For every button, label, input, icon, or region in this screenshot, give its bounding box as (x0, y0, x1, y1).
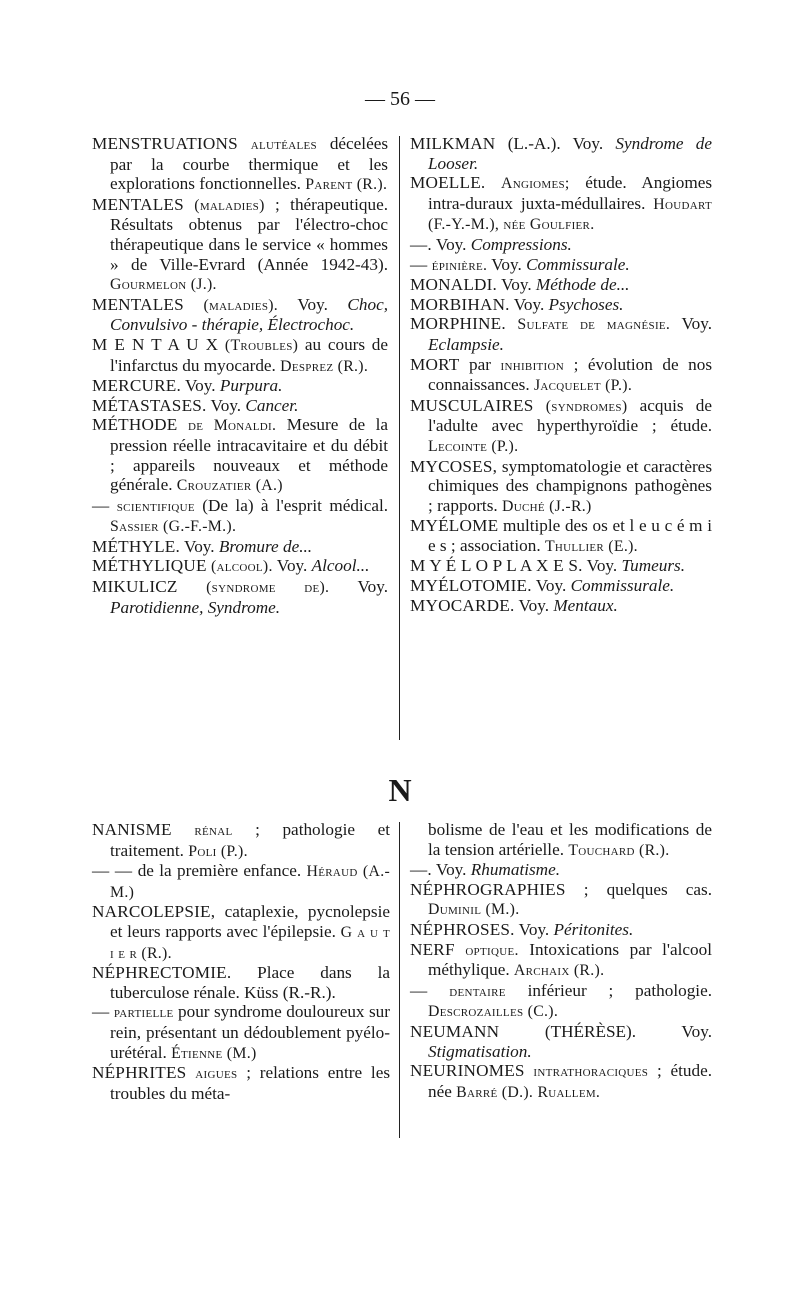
entry-qualifier: optique. (465, 941, 519, 959)
index-entry (92, 902, 390, 963)
entry-text: Voy. (518, 919, 550, 939)
entry-text: Voy. (184, 536, 215, 556)
entry-qualifier: de Monaldi. (187, 417, 277, 435)
entry-author: Parent (R.). (305, 176, 388, 194)
entry-headword: NÉPHROSES. (410, 919, 515, 939)
entry-text: Voy. (184, 376, 216, 396)
entry-text: étude. Angiomes intra-duraux juxta-médullaires. (428, 173, 713, 213)
entry-headword: MENTALES (92, 194, 184, 214)
index-entry (92, 861, 390, 902)
entry-headword: — (92, 1002, 110, 1022)
entry-author: Touchard (R.). (568, 841, 670, 859)
index-entry (410, 134, 712, 173)
index-entry (410, 355, 712, 396)
entry-headword: MYÉLOTOMIE. (410, 576, 532, 596)
entry-crossref: Alcool... (311, 556, 370, 576)
entry-text: Voy. (535, 576, 567, 596)
index-entry (410, 235, 712, 255)
entry-crossref: Commissurale. (526, 254, 630, 274)
entry-author: Houdart (F.-Y.-M.), née Goulfier. (428, 195, 712, 234)
entry-headword: — (92, 495, 110, 515)
entry-headword: NÉPHRITES (92, 1063, 187, 1083)
entry-text: ; relations entre les troubles du méta- (110, 1063, 391, 1103)
entry-headword: MENSTRUATIONS (92, 134, 238, 153)
index-entry (92, 496, 388, 537)
entry-text: symptomatologie et caractères chimiques des champignons pathogènes ; rapports. (428, 456, 713, 515)
entry-headword: NÉPHRECTOMIE. (92, 963, 232, 983)
index-entry (92, 1002, 390, 1063)
entry-text: (THÉRÈSE). Voy. (544, 1021, 712, 1041)
entry-text: Intoxications par l'alcool méthylique. (428, 939, 712, 980)
entry-headword: MYÉLOME (410, 516, 499, 536)
entry-headword: NEUMANN (410, 1021, 500, 1041)
entry-text: bolisme de l'eau et les modifications de la tension artérielle. (428, 820, 712, 859)
index-entry (410, 255, 712, 276)
index-entry (410, 596, 712, 616)
entry-text: Voy. (435, 860, 467, 880)
entry-headword: MÉTHYLE. (92, 536, 180, 556)
entry-headword: MOELLE. (410, 173, 486, 193)
entry-author: Sassier (G.-F.-M.). (110, 518, 237, 536)
index-column-m-right (410, 134, 712, 615)
entry-crossref: Commissurale. (570, 576, 675, 596)
entry-crossref: Compressions. (470, 234, 572, 254)
entry-headword: MENTALES (92, 294, 184, 314)
entry-crossref: Stigmatisation. (428, 1041, 532, 1061)
entry-author: Poli (P.). (188, 842, 248, 860)
entry-text: Voy. (435, 234, 467, 254)
entry-text: Place dans la tuberculose rénale. Küss (R.-R.). (110, 963, 390, 1002)
entry-headword: M Y É L O P L A X E S. (410, 556, 583, 576)
index-entry (410, 880, 712, 920)
entry-headword: MORPHINE. (410, 314, 506, 334)
index-entry (92, 963, 390, 1002)
entry-qualifier: (Troubles) (224, 336, 299, 354)
index-entry (92, 376, 388, 396)
entry-crossref: Eclampsie. (428, 334, 504, 354)
entry-author: Crouzatier (A.) (176, 477, 283, 495)
entry-author: Lecointe (P.). (428, 437, 519, 455)
entry-qualifier: épinière. (431, 256, 488, 274)
index-entry (410, 1022, 712, 1061)
entry-headword: — — (92, 861, 133, 881)
entry-text: Voy. (276, 556, 308, 576)
entry-qualifier: dentaire (449, 982, 506, 1000)
entry-qualifier: (syndromes) (545, 397, 628, 415)
entry-text: (De la) à l'esprit médical. (202, 495, 389, 515)
entry-text: ; thérapeutique. Résultats obtenus par l'électro-choc thérapeutique dans le service « hommes » de Ville-Evrard (Année 1942-43). (110, 194, 388, 274)
entry-headword: —. (410, 234, 432, 254)
index-entry (92, 556, 388, 577)
entry-text: multiple des os et l e u c é m i e s ; association. (428, 516, 712, 555)
entry-text: Voy. (681, 314, 712, 334)
entry-text: Voy. (513, 294, 545, 314)
entry-author: Desprez (R.). (280, 357, 369, 375)
entry-author: Descrozailles (C.). (428, 1003, 559, 1021)
entry-qualifier: (maladies). (203, 296, 279, 314)
entry-text: ; évolution de nos connaissances. (428, 354, 713, 395)
index-entry (92, 577, 388, 617)
entry-headword: MYOCARDE. (410, 595, 515, 615)
entry-crossref: Cancer. (245, 395, 299, 415)
entry-qualifier: Angiomes; (500, 175, 570, 193)
entry-author: Étienne (M.) (171, 1044, 257, 1062)
index-column-m-left (92, 134, 388, 617)
index-entry (92, 415, 388, 495)
entry-qualifier: Sulfate de magnésie. (517, 316, 671, 334)
index-entry (92, 195, 388, 295)
column-divider (399, 136, 400, 740)
entry-text: née (428, 1081, 452, 1101)
entry-text: pour syndrome douloureux sur rein, présentant un dédoublement pyélo-urétéral. (110, 1002, 390, 1062)
entry-qualifier: inhibition (500, 356, 564, 374)
entry-headword: NARCOLEPSIE, (92, 902, 216, 922)
entry-headword: MÉTASTASES. (92, 395, 207, 415)
entry-headword: MÉTHYLIQUE (92, 556, 207, 576)
entry-author: Gourmelon (J.). (110, 276, 217, 294)
entry-headword: M E N T A U X (92, 334, 219, 354)
entry-qualifier: (alcool). (210, 558, 273, 576)
entry-qualifier: intrathoraciques (533, 1063, 649, 1081)
entry-headword: MUSCULAIRES (410, 395, 534, 415)
entry-author: Ruallem. (537, 1083, 601, 1101)
index-entry (92, 537, 388, 557)
entry-crossref: Purpura. (219, 376, 283, 396)
index-entry (410, 1061, 712, 1102)
index-entry (410, 576, 712, 596)
entry-headword: NEURINOMES (410, 1061, 525, 1081)
index-entry (92, 396, 388, 416)
index-entry (410, 940, 712, 981)
entry-text: Voy. (357, 577, 389, 597)
entry-author: Duminil (M.). (428, 901, 520, 919)
index-entry (92, 295, 388, 335)
entry-author: Archaix (R.). (513, 962, 605, 980)
index-entry (410, 820, 712, 860)
entry-qualifier: partielle (113, 1004, 174, 1022)
entry-author: G a u t i e r (R.). (110, 923, 391, 962)
entry-author: Jacquelet (P.). (533, 377, 633, 395)
entry-qualifier: scientifique (116, 497, 195, 515)
entry-crossref: Mentaux. (553, 595, 618, 615)
index-entry (92, 1063, 390, 1103)
entry-headword: MIKULICZ (92, 577, 178, 597)
entry-text: Voy. (297, 294, 328, 314)
entry-headword: MORBIHAN. (410, 294, 510, 314)
entry-crossref: Tumeurs. (621, 556, 685, 576)
index-column-n-right (410, 820, 712, 1102)
entry-qualifier: (syndrome de). (206, 579, 330, 597)
entry-qualifier: aigues (195, 1065, 238, 1083)
page-number: — 56 — (365, 88, 435, 110)
index-entry (92, 134, 388, 195)
entry-headword: MYCOSES, (410, 456, 498, 476)
entry-text: ; étude. (656, 1061, 712, 1081)
entry-crossref: Rhumatisme. (470, 860, 561, 880)
entry-headword: — (410, 980, 428, 1000)
entry-headword: NERF (410, 939, 455, 959)
index-entry (410, 295, 712, 315)
index-entry (92, 335, 388, 376)
entry-author: Duché (J.-R.) (502, 497, 592, 515)
entry-text: Voy. (586, 556, 618, 576)
entry-headword: MONALDI. (410, 275, 498, 295)
entry-headword: MORT (410, 354, 460, 374)
index-entry (410, 457, 712, 517)
entry-author: Héraud (A.-M.) (110, 863, 391, 901)
index-column-n-left (92, 820, 390, 1103)
entry-headword: NÉPHROGRAPHIES (410, 879, 566, 899)
entry-qualifier: rénal (194, 822, 233, 839)
entry-text: Voy. (518, 595, 550, 615)
entry-text: Voy. (491, 254, 522, 274)
index-entry (410, 920, 712, 940)
entry-text: de la première enfance. (137, 861, 302, 881)
index-entry (410, 516, 712, 556)
index-entry (410, 396, 712, 457)
entry-headword: MERCURE. (92, 376, 181, 396)
index-entry (410, 860, 712, 880)
entry-text: au cours de l'infarctus du myocarde. (110, 334, 388, 375)
entry-headword: —. (410, 860, 432, 880)
entry-text: ; quelques cas. (583, 879, 712, 899)
entry-crossref: Méthode de... (535, 275, 630, 295)
index-entry (410, 173, 712, 235)
column-divider (399, 822, 400, 1138)
entry-qualifier: (maladies) (194, 196, 265, 214)
entry-text: Voy. (501, 275, 532, 295)
entry-headword: — (410, 254, 428, 274)
entry-crossref: Syndrome de Looser. (428, 134, 712, 173)
index-entry (410, 556, 712, 576)
entry-text: inférieur ; pathologie. (527, 980, 713, 1000)
entry-text: décelées par la courbe thermique et les explorations fonctionnelles. (110, 134, 389, 194)
entry-crossref: Psychoses. (548, 294, 624, 314)
entry-headword: MÉTHODE (92, 415, 178, 435)
entry-text: Mesure de la pression réelle intracavitaire et du débit ; appareils nouveaux et méthode générale. (110, 415, 389, 495)
entry-crossref: Péritonites. (553, 919, 634, 939)
entry-text: par (469, 354, 491, 374)
entry-headword: MILKMAN (410, 134, 496, 153)
entry-author: Thullier (E.). (544, 537, 638, 555)
entry-text: ; pathologie et traitement. (110, 820, 391, 860)
entry-crossref: Choc, Convulsivo - thérapie, Électrochoc. (110, 294, 388, 335)
entry-author: Barré (D.). (456, 1083, 534, 1101)
section-letter: N (388, 772, 412, 808)
entry-text: cataplexie, pycnolepsie et leurs rapports avec l'épilepsie. (110, 902, 390, 941)
index-entry (410, 275, 712, 295)
index-entry (410, 981, 712, 1022)
entry-qualifier: alutéales (250, 136, 317, 153)
entry-text: (L.-A.). Voy. (507, 134, 604, 153)
entry-crossref: Bromure de... (218, 536, 313, 556)
entry-text: acquis de l'adulte avec hyperthyroïdie ; étude. (428, 395, 713, 436)
entry-headword: NANISME (92, 820, 172, 839)
index-entry (410, 314, 712, 354)
entry-crossref: Parotidienne, Syndrome. (110, 597, 281, 617)
index-entry (92, 820, 390, 861)
entry-text: Voy. (210, 395, 242, 415)
